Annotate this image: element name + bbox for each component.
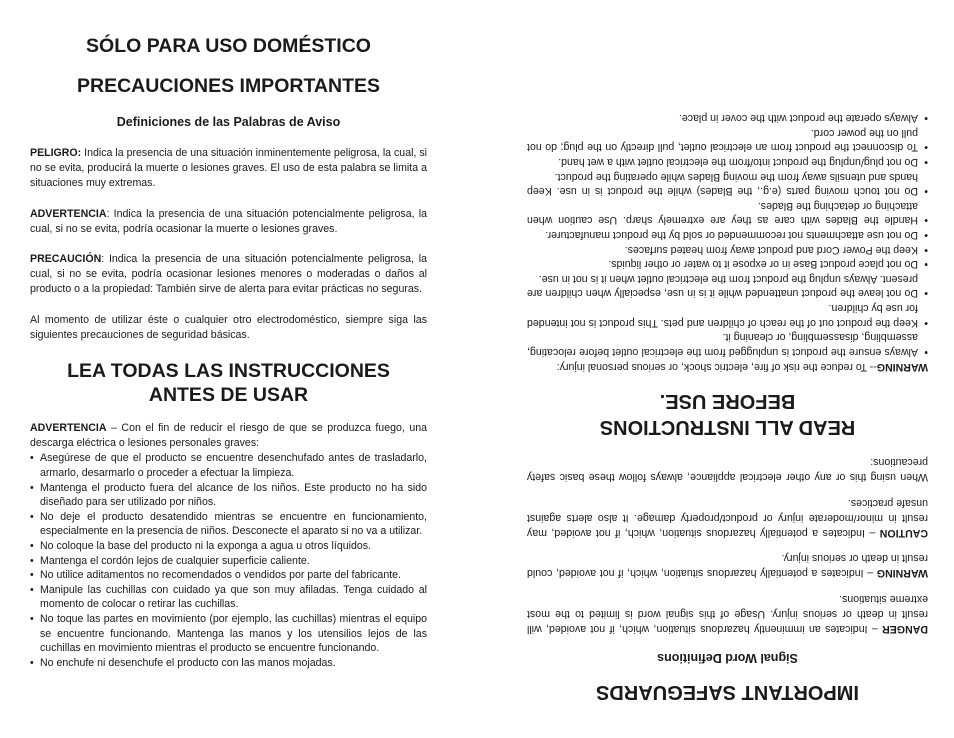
list-item: • Mantenga el cordón lejos de cualquier superficie caliente. — [30, 554, 427, 569]
precaution-list — [30, 451, 427, 670]
list-item: • Do not touch moving parts (e.g., the Blades) while the product is in use. Keep hands and utensils away from the moving Blades while operating the product. — [527, 169, 928, 198]
signal-word-definitions-subtitle: Signal Word Definitions — [657, 651, 798, 665]
warning-def-label: WARNING — [876, 567, 928, 580]
precaucion-paragraph — [30, 252, 427, 298]
warning-paragraph — [30, 421, 427, 451]
read-all-line1: READ ALL INSTRUCTIONS — [599, 415, 856, 438]
list-item: • No deje el producto desatendido mientras se encuentre en funcionamiento, especialmente en la presencia de niños. Desconecte el aparato si no va a utilizar. — [30, 510, 427, 539]
warning-label: ADVERTENCIA — [30, 422, 107, 435]
read-all-instructions-title — [527, 388, 928, 440]
list-item: • No utilice aditamentos no recomendados o vendidos por parte del fabricante. — [30, 568, 427, 583]
list-item: • Manipule las cuchillas con cuidado ya que son muy afiladas. Tenga cuidado al momento de colocar o retirar las cuchillas. — [30, 583, 427, 612]
english-column-inverted — [477, 0, 954, 738]
list-item: • No enchufe ni desenchufe el producto con las manos mojadas. — [30, 656, 427, 671]
intro-paragraph: Al momento de utilizar éste o cualquier otro electrodoméstico, siempre siga las siguientes precauciones de seguridad básicas. — [30, 313, 427, 341]
peligro-paragraph — [30, 146, 427, 192]
list-item: • To disconnect the product from an electrical outlet, pull directly on the plug; do not pull on the power cord. — [527, 125, 928, 154]
english-intro-paragraph: When using this or any other electrical appliance, always follow these basic safety precautions: — [527, 456, 928, 484]
english-warning-paragraph — [527, 359, 928, 374]
title-important-safeguards: IMPORTANT SAFEGUARDS — [596, 681, 859, 703]
safeguard-list — [527, 111, 928, 359]
warning-text: – Con el fin de reducir el riesgo de que se produzca fuego, una descarga eléctrica o lesiones personales graves: — [30, 422, 427, 450]
peligro-text: Indica la presencia de una situación inminentemente peligrosa, la cual, si no se evita, producirá la muerte o lesiones graves. El uso de esta palabra se limita a situaciones muy extremas. — [30, 147, 427, 190]
precaucion-text: : Indica la presencia de una situación potencialmente peligrosa, la cual, si no se evita, podría ocasionar lesiones menores o moderadas o daños al producto o a la propiedad: También sirve de alerta para evitar prácticas no seguras. — [30, 253, 427, 296]
advertencia-text: : Indica la presencia de una situación potencialmente peligrosa, la cual, si no se evita, podría ocasionar la muerte o lesiones graves. — [30, 207, 427, 235]
list-item: • Mantenga el producto fuera del alcance de los niños. Este producto no ha sido diseñado para ser utilizado por niños. — [30, 481, 427, 510]
list-item: • Do not place product Base in or expose it to water or other liquids. — [527, 257, 928, 272]
peligro-label: PELIGRO: — [30, 147, 82, 159]
advertencia-label: ADVERTENCIA — [30, 207, 107, 220]
list-item: • Always ensure the product is unplugged from the electrical outlet before relocating, assembling, disassembling, or cleaning it. — [527, 330, 928, 359]
title-domestic-use: SÓLO PARA USO DOMÉSTICO — [86, 35, 371, 57]
warning-def-text: – Indicates a potentially hazardous situation, which, if not avoided, could result in death or serious injury. — [527, 552, 928, 580]
read-title-line1: LEA TODAS LAS INSTRUCCIONES — [67, 360, 390, 383]
list-item: • Do not use attachments not recommended or sold by the product manufacturer. — [527, 227, 928, 242]
list-item: • Keep the Power Cord and product away from heated surfaces. — [527, 242, 928, 257]
caution-paragraph — [527, 494, 928, 540]
read-instructions-title — [30, 359, 427, 407]
signal-words-subtitle: Definiciones de las Palabras de Aviso — [116, 115, 341, 129]
precaucion-label: PRECAUCIÓN — [30, 253, 102, 266]
read-all-line2: BEFORE USE. — [659, 389, 796, 412]
warning-def-paragraph — [527, 550, 928, 580]
list-item: • Do not leave the product unattended while it is in use, especially when children are present. Always unplug the product from the electrical outlet when it is not in use. — [527, 271, 928, 300]
caution-text: – Indicates a potentially hazardous situation, which, if not avoided, may result in minor/moderate injury or product/property damage. It also alerts against unsafe practices. — [527, 496, 928, 539]
list-item: • Do not plug/unplug the product into/from the electrical outlet with a wet hand. — [527, 154, 928, 169]
title-important-precautions: PRECAUCIONES IMPORTANTES — [77, 75, 380, 97]
list-item: • No toque las partes en movimiento (por ejemplo, las cuchillas) mientras el equipo se encuentre funcionando. Mantenga las manos y los utensilios lejos de las cuchillas en movimiento mientras el producto se encuentre funcionando. — [30, 612, 427, 656]
danger-text: – Indicates an imminently hazardous situation, which, if not avoided, will result in death or serious injury. Usage of this signal word is limited to the most extreme situations. — [527, 592, 928, 635]
list-item: • Asegúrese de que el producto se encuentre desenchufado antes de trasladarlo, armarlo, desarmarlo o proceder a efectuar la limpieza. — [30, 451, 427, 480]
english-warning-label: WARNING — [876, 360, 928, 373]
danger-label: DANGER — [882, 623, 928, 635]
caution-label: CAUTION — [879, 526, 928, 539]
list-item: • Handle the Blades with care as they are extremely sharp. Use caution when attaching or detaching the Blades. — [527, 198, 928, 227]
english-warning-text: -- To reduce the risk of fire, electric shock, or serious personal injury: — [556, 360, 877, 373]
read-title-line2: ANTES DE USAR — [148, 384, 309, 407]
list-item: • Keep the product out of the reach of children and pets. This product is not intended for use by children. — [527, 300, 928, 329]
list-item: • Always operate the product with the cover in place. — [527, 111, 928, 126]
danger-paragraph — [527, 590, 928, 636]
list-item: • No coloque la base del producto ni la exponga a agua u otros líquidos. — [30, 539, 427, 554]
advertencia-paragraph — [30, 207, 427, 237]
